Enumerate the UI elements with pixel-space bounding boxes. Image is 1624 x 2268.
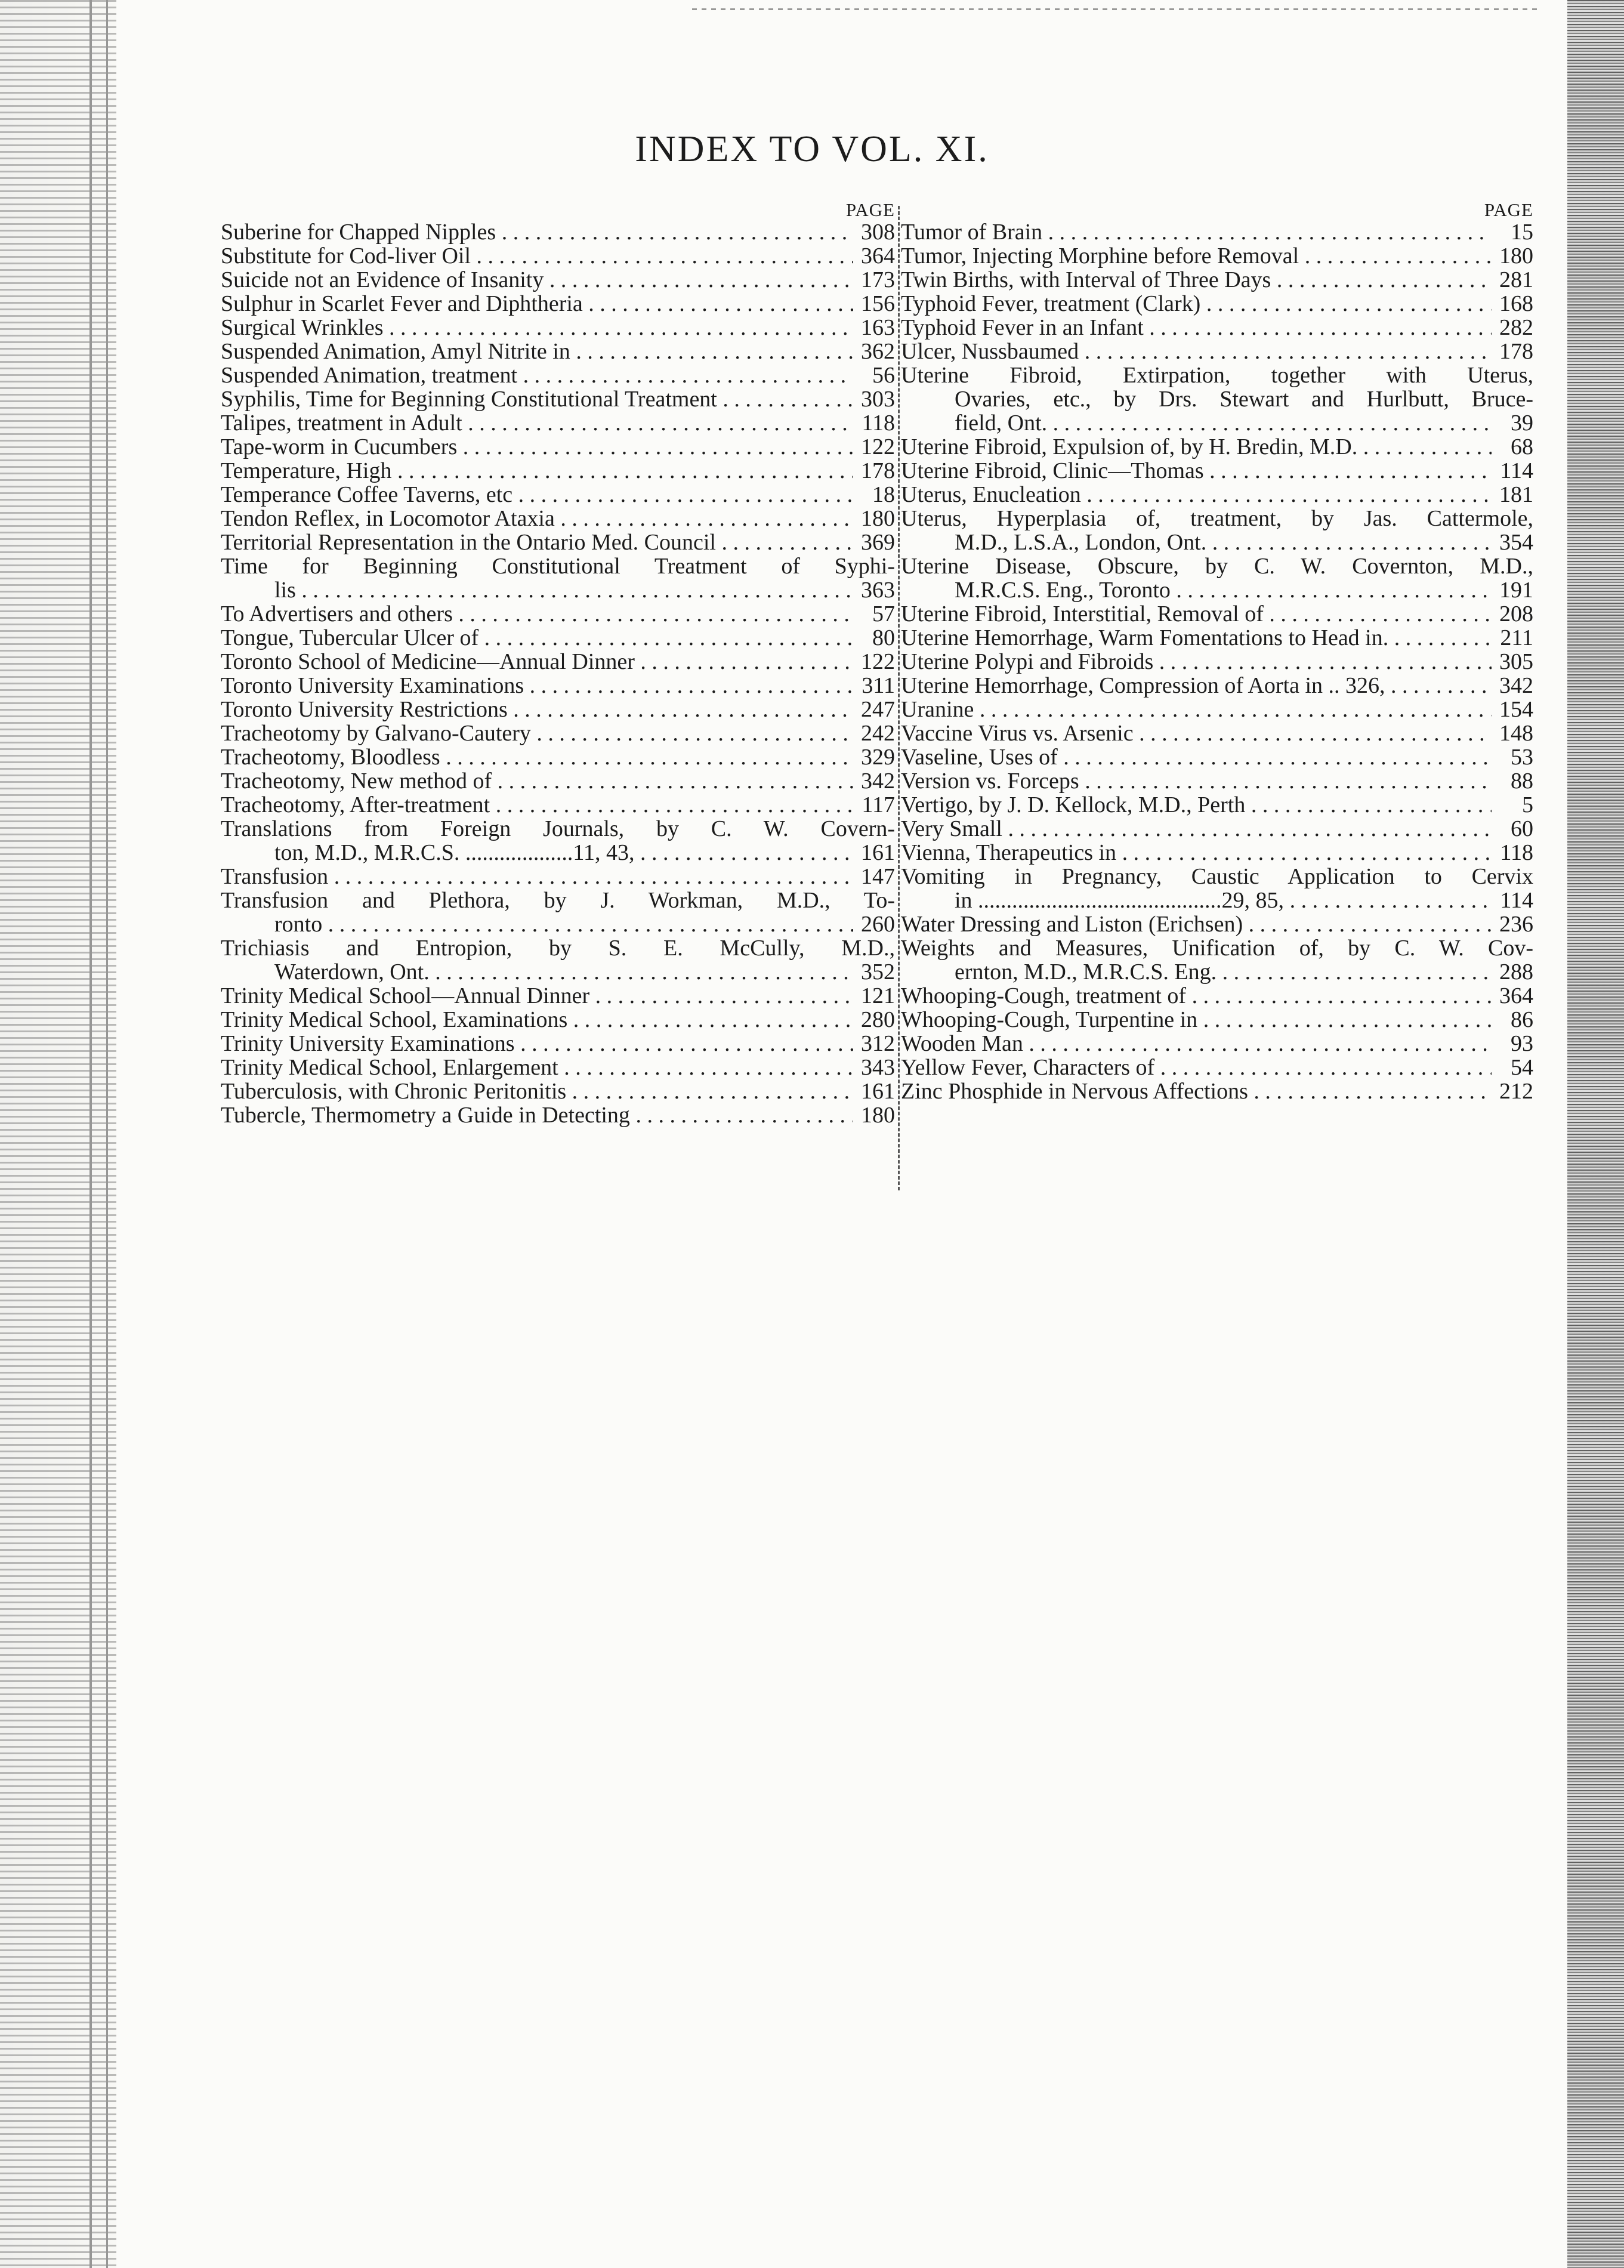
entry-title: Suicide not an Evidence of Insanity . . . [221,268,853,292]
entry-page-number: 15 [1511,220,1533,245]
entry-title: Version vs. Forceps . . . [901,769,1492,793]
entry-title: Water Dressing and Liston (Erichsen) . . . [901,912,1492,936]
entry-page-number: 342 [1499,673,1533,698]
entry-page-number: 260 [861,912,895,937]
index-entry [901,220,1533,244]
entry-page-number: 68 [1511,434,1533,459]
entry-title: Tape-worm in Cucumbers . . . [221,435,853,459]
entry-page-number: 281 [1499,267,1533,292]
index-entry [901,483,1533,507]
entry-title: Tracheotomy by Galvano-Cautery . . . [221,721,853,745]
index-entry [901,650,1533,674]
entry-continuation-line: ernton, M.D., M.R.C.S. Eng. . . . [955,960,1492,984]
entry-title: Yellow Fever, Characters of . . . [901,1056,1492,1079]
entry-title: Uterine Polypi and Fibroids . . . [901,650,1492,674]
entry-page-number: 180 [1499,243,1533,269]
index-entry [901,292,1533,316]
entry-title-line: Uterus, Hyperplasia of, treatment, by Jas. Cattermole, [901,506,1533,531]
entry-page-number: 121 [861,983,895,1008]
entry-page-number: 236 [1499,912,1533,937]
entry-page-number: 114 [1500,458,1533,483]
index-entry [901,244,1533,268]
entry-page-number: 156 [861,291,895,316]
index-entry [901,459,1533,483]
entry-page-number: 242 [861,721,895,746]
entry-continuation-line: ronto . . . [274,912,853,936]
entry-title: Trinity Medical School, Enlargement . . . [221,1056,853,1079]
entry-title: Tubercle, Thermometry a Guide in Detecting . . . [221,1103,853,1127]
index-entry [221,888,895,936]
entry-page-number: 39 [1511,411,1533,436]
entry-title: Uterine Fibroid, Clinic—Thomas . . . [901,459,1492,483]
index-entry [221,530,895,554]
entry-continuation-line: Waterdown, Ont. . . . [274,960,853,984]
index-entry [221,507,895,530]
index-entry [221,483,895,507]
entry-title: Surgical Wrinkles . . . [221,316,853,340]
entry-page-number: 154 [1499,697,1533,722]
entry-title: Wooden Man . . . [901,1032,1492,1056]
index-entry [221,817,895,865]
entry-page-number: 212 [1499,1079,1533,1104]
index-entry [901,554,1533,602]
entry-title: Uterine Hemorrhage, Warm Fomentations to Head in. . . . [901,626,1492,650]
entry-title: Uterine Fibroid, Interstitial, Removal of . . . [901,602,1492,626]
entry-title: Tuberculosis, with Chronic Peritonitis . . . [221,1079,853,1103]
entry-title: Suspended Animation, Amyl Nitrite in . . . [221,340,853,363]
entry-page-number: 303 [861,387,895,412]
index-entry [901,435,1533,459]
entry-page-number: 117 [862,792,895,817]
binding-edge-line [106,0,108,2268]
index-entry [221,674,895,698]
index-entry [221,1056,895,1079]
scan-edge-top [692,8,1539,10]
page-column-label: PAGE [1484,199,1533,220]
entry-title: Vienna, Therapeutics in . . . [901,841,1492,865]
column-divider [898,206,900,1190]
entry-title: Twin Births, with Interval of Three Days . . . [901,268,1492,292]
index-entry [221,745,895,769]
index-column-left [221,200,895,1127]
entry-title: Whooping-Cough, treatment of . . . [901,984,1492,1008]
index-entry [221,292,895,316]
entry-page-number: 180 [861,1103,895,1128]
index-entry [221,1079,895,1103]
index-entry [221,865,895,888]
index-entry [901,507,1533,554]
entry-title: Vaccine Virus vs. Arsenic . . . [901,721,1492,745]
entry-title: Trinity University Examinations . . . [221,1032,853,1056]
index-entry [221,363,895,387]
entry-page-number: 60 [1511,816,1533,841]
index-entry [221,411,895,435]
entry-page-number: 114 [1500,888,1533,913]
entry-page-number: 354 [1499,530,1533,555]
entry-page-number: 352 [861,959,895,985]
entry-page-number: 161 [861,840,895,865]
index-entry [221,554,895,602]
entry-page-number: 56 [872,363,895,388]
entry-page-number: 178 [1499,339,1533,364]
index-entry [221,340,895,363]
index-entry [901,865,1533,912]
entry-title: Sulphur in Scarlet Fever and Diphtheria . . . [221,292,853,316]
entry-page-number: 86 [1511,1007,1533,1032]
entry-title: Typhoid Fever, treatment (Clark) . . . [901,292,1492,316]
page-column-label: PAGE [845,199,895,220]
entry-page-number: 122 [861,434,895,459]
entry-continuation-line: in ...........................................29, 85, . . . [955,888,1492,912]
entry-continuation-line: M.D., L.S.A., London, Ont. . . . [955,530,1492,554]
entry-page-number: 53 [1511,745,1533,770]
entry-title: Substitute for Cod-liver Oil . . . [221,244,853,268]
entry-page-number: 208 [1499,601,1533,627]
entry-page-number: 168 [1499,291,1533,316]
entry-title-line: Uterine Fibroid, Extirpation, together with Uterus, [901,363,1533,388]
scan-edge-right [1567,0,1624,2268]
scan-gutter-left [0,0,116,2268]
entry-title-line: Uterine Disease, Obscure, by C. W. Covernton, M.D., [901,554,1533,579]
entry-title: Uterus, Enucleation . . . [901,483,1492,507]
entry-title: Uterine Hemorrhage, Compression of Aorta in .. 326, . . . [901,674,1492,698]
entry-title: Ulcer, Nussbaumed . . . [901,340,1492,363]
entry-page-number: 312 [861,1031,895,1056]
entry-title-line: Trichiasis and Entropion, by S. E. McCully, M.D., [221,936,895,961]
index-entry [901,1032,1533,1056]
index-entry [901,936,1533,984]
entry-title: Toronto University Examinations . . . [221,674,853,698]
index-entry [221,244,895,268]
index-entry [901,769,1533,793]
index-entry [901,745,1533,769]
index-entry [901,817,1533,841]
index-entry [221,984,895,1008]
entry-page-number: 118 [862,411,895,436]
entry-title: Suspended Animation, treatment . . . [221,363,853,387]
entry-page-number: 147 [861,864,895,889]
entry-continuation-line: Ovaries, etc., by Drs. Stewart and Hurlbutt, Bruce- [955,387,1533,412]
entry-page-number: 54 [1511,1055,1533,1080]
entry-title: Temperature, High . . . [221,459,853,483]
index-entry [901,841,1533,865]
entry-title: Tumor, Injecting Morphine before Removal . . . [901,244,1492,268]
entry-page-number: 364 [1499,983,1533,1008]
index-entry [221,1103,895,1127]
entry-title: Toronto School of Medicine—Annual Dinner . . . [221,650,853,674]
entry-title: Vaseline, Uses of . . . [901,745,1492,769]
entry-title: Tracheotomy, Bloodless . . . [221,745,853,769]
entry-title: Tumor of Brain . . . [901,220,1492,244]
index-entry [901,1079,1533,1103]
entry-title: Tracheotomy, New method of . . . [221,769,853,793]
index-entry [221,936,895,984]
index-entry [901,268,1533,292]
index-entry [901,984,1533,1008]
entry-page-number: 342 [861,769,895,794]
entry-title-line: Vomiting in Pregnancy, Caustic Application to Cervix [901,864,1533,889]
index-entry [901,674,1533,698]
entry-title: Suberine for Chapped Nipples . . . [221,220,853,244]
index-entry [901,1008,1533,1032]
entry-continuation-line: M.R.C.S. Eng., Toronto . . . [955,578,1492,602]
entry-page-number: 363 [861,578,895,603]
page-title: INDEX TO VOL. XI. [635,129,989,169]
index-entry [221,387,895,411]
entry-title: Tracheotomy, After-treatment . . . [221,793,853,817]
entry-page-number: 173 [861,267,895,292]
entry-page-number: 305 [1499,649,1533,674]
index-entry [901,912,1533,936]
index-entry [221,626,895,650]
entry-title: Syphilis, Time for Beginning Constitutional Treatment . . . [221,387,853,411]
entry-continuation-line: ton, M.D., M.R.C.S. ...................11, 43, . . . [274,841,853,865]
index-entry [221,650,895,674]
entry-title-line: Transfusion and Plethora, by J. Workman, M.D., To- [221,888,895,913]
index-entry [901,316,1533,340]
entry-title: Very Small . . . [901,817,1492,841]
index-list-left [221,220,895,1127]
index-entry [901,363,1533,435]
entry-title: Typhoid Fever in an Infant . . . [901,316,1492,340]
entry-page-number: 282 [1499,315,1533,340]
entry-continuation-line: field, Ont. . . . [955,411,1492,435]
index-entry [221,459,895,483]
entry-title: Uranine . . . [901,698,1492,721]
index-entry [221,602,895,626]
index-entry [901,793,1533,817]
index-entry [221,435,895,459]
index-entry [221,1008,895,1032]
index-entry [901,721,1533,745]
index-list-right [901,220,1533,1103]
entry-title-line: Weights and Measures, Unification of, by C. W. Cov- [901,936,1533,961]
entry-title: Temperance Coffee Taverns, etc . . . [221,483,853,507]
entry-page-number: 57 [872,601,895,627]
entry-page-number: 343 [861,1055,895,1080]
entry-title: Uterine Fibroid, Expulsion of, by H. Bredin, M.D. . . . [901,435,1492,459]
entry-title: Territorial Representation in the Ontario Med. Council . . . [221,530,853,554]
entry-title: Talipes, treatment in Adult . . . [221,411,853,435]
entry-title: To Advertisers and others . . . [221,602,853,626]
entry-page-number: 93 [1511,1031,1533,1056]
index-entry [221,316,895,340]
entry-page-number: 311 [862,673,895,698]
index-entry [221,793,895,817]
entry-page-number: 180 [861,506,895,531]
entry-page-number: 280 [861,1007,895,1032]
entry-page-number: 181 [1499,482,1533,507]
entry-page-number: 329 [861,745,895,770]
binding-edge-line [89,0,92,2268]
entry-page-number: 118 [1500,840,1533,865]
index-entry [901,340,1533,363]
entry-page-number: 163 [861,315,895,340]
entry-title: Trinity Medical School, Examinations . . . [221,1008,853,1032]
entry-page-number: 161 [861,1079,895,1104]
index-entry [901,698,1533,721]
entry-title-line: Time for Beginning Constitutional Treatment of Syphi- [221,554,895,579]
entry-page-number: 122 [861,649,895,674]
entry-page-number: 5 [1522,792,1533,817]
index-entry [221,1032,895,1056]
index-column-right [901,200,1533,1103]
entry-page-number: 308 [861,220,895,245]
entry-page-number: 148 [1499,721,1533,746]
entry-page-number: 247 [861,697,895,722]
index-entry [221,268,895,292]
index-entry [221,769,895,793]
entry-page-number: 288 [1499,959,1533,985]
index-entry [221,220,895,244]
index-entry [901,1056,1533,1079]
index-entry [221,698,895,721]
index-entry [901,626,1533,650]
entry-title: Toronto University Restrictions . . . [221,698,853,721]
entry-page-number: 88 [1511,769,1533,794]
entry-title: Tongue, Tubercular Ulcer of . . . [221,626,853,650]
entry-title: Zinc Phosphide in Nervous Affections . . . [901,1079,1492,1103]
entry-page-number: 364 [861,243,895,269]
entry-page-number: 369 [861,530,895,555]
index-entry [221,721,895,745]
entry-title: Vertigo, by J. D. Kellock, M.D., Perth . . . [901,793,1492,817]
entry-title: Tendon Reflex, in Locomotor Ataxia . . . [221,507,853,530]
entry-continuation-line: lis . . . [274,578,853,602]
entry-page-number: 211 [1500,625,1533,650]
entry-title-line: Translations from Foreign Journals, by C. W. Covern- [221,816,895,841]
entry-title: Transfusion . . . [221,865,853,888]
entry-title: Whooping-Cough, Turpentine in . . . [901,1008,1492,1032]
entry-page-number: 18 [872,482,895,507]
entry-page-number: 362 [861,339,895,364]
entry-page-number: 80 [872,625,895,650]
entry-page-number: 191 [1499,578,1533,603]
entry-title: Trinity Medical School—Annual Dinner . . . [221,984,853,1008]
entry-page-number: 178 [861,458,895,483]
index-entry [901,602,1533,626]
